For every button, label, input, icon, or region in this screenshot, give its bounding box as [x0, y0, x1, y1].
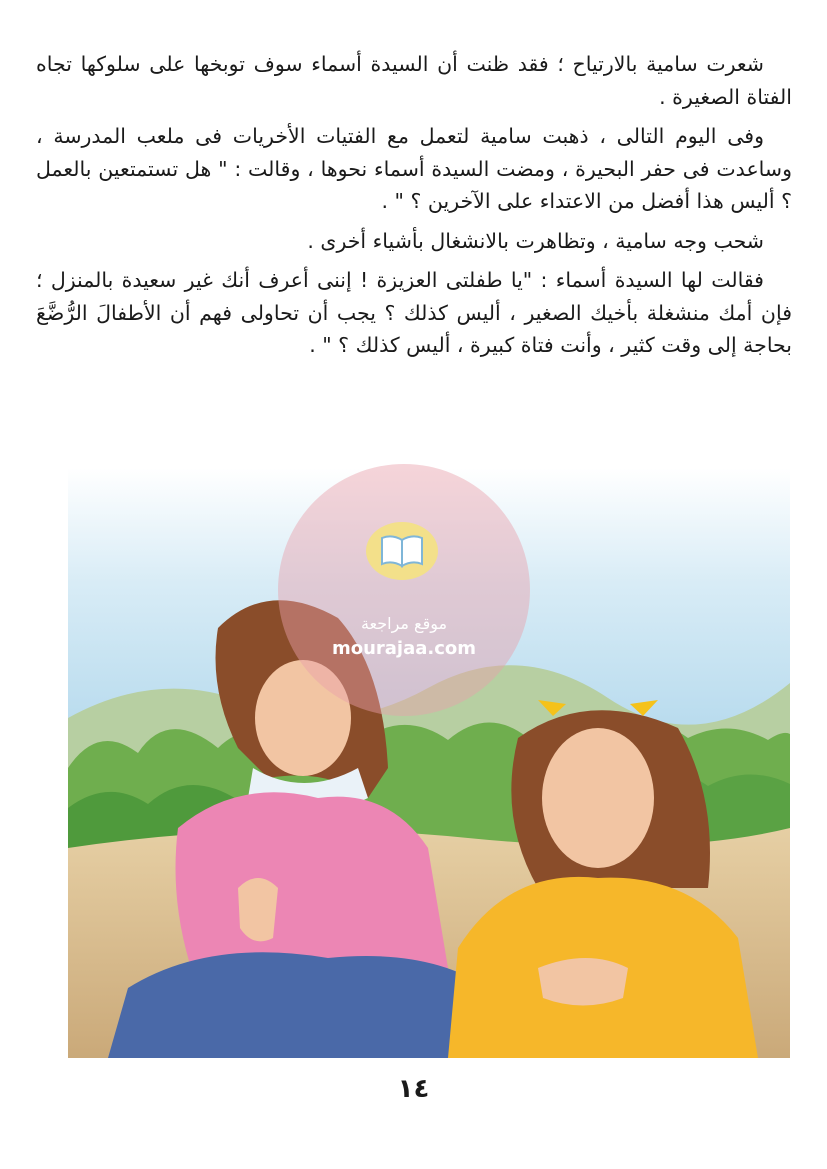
watermark-english-text: mourajaa.com	[331, 638, 477, 659]
story-text	[36, 48, 792, 369]
paragraph-2: وفى اليوم التالى ، ذهبت سامية لتعمل مع الفتيات الأخريات فى ملعب المدرسة ، وساعدت فى حفر البحيرة ، ومضت السيدة أسماء نحوها ، وقالت : " هل تستمتعين بالعمل ؟ أليس هذا أفضل من الاعتداء على الآخرين ؟ " .	[36, 124, 792, 213]
book-icon	[366, 522, 438, 580]
page-number: ١٤	[397, 1074, 430, 1104]
paragraph-1: شعرت سامية بالارتياح ؛ فقد ظنت أن السيدة أسماء سوف توبخها على سلوكها تجاه الفتاة الصغيرة .	[36, 52, 792, 109]
watermark-arabic-text: موقع مراجعة	[360, 614, 448, 633]
site-watermark	[278, 464, 530, 716]
paragraph-4: فقالت لها السيدة أسماء : "يا طفلتى العزيزة ! إننى أعرف أنك غير سعيدة بالمنزل ؛ فإن أمك منشغلة بأخيك الصغير ، أليس كذلك ؟ يجب أن تحاولى فهم أن الأطفالَ الرُّضَّعَ بحاجة إلى وقت كثير ، وأنت فتاة كبيرة ، أليس كذلك ؟ " .	[36, 268, 792, 357]
paragraph-3: شحب وجه سامية ، وتظاهرت بالانشغال بأشياء أخرى .	[307, 228, 764, 253]
